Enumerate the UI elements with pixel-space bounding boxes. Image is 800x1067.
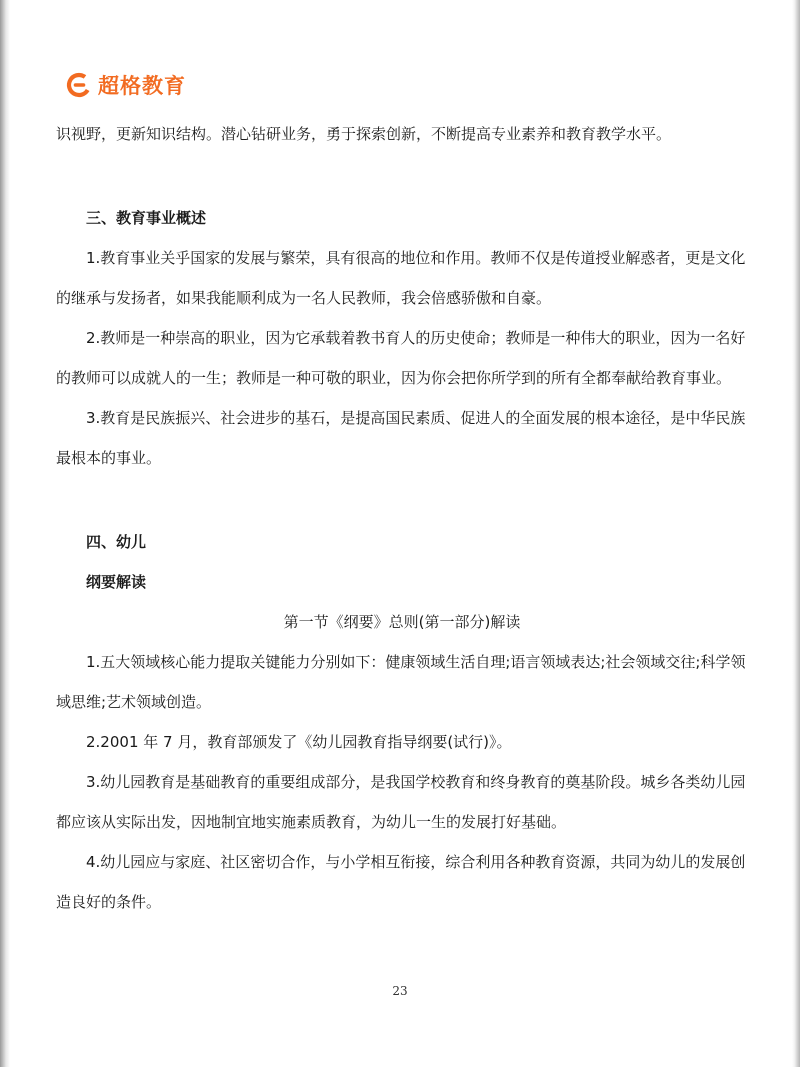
intro-paragraph: 识视野，更新知识结构。潜心钻研业务，勇于探索创新，不断提高专业素养和教育教学水平。 xyxy=(56,125,672,143)
page-left-shadow xyxy=(0,0,10,1067)
section-4-paragraph-1: 1.五大领域核心能力提取关键能力分别如下：健康领域生活自理;语言领域表达;社会领域交往;科学领域思维;艺术领域创造。 xyxy=(56,653,746,711)
section-4-paragraph-4: 4.幼儿园应与家庭、社区密切合作，与小学相互衔接，综合利用各种教育资源，共同为幼儿的发展创造良好的条件。 xyxy=(56,853,746,911)
section-3-paragraph-1: 1.教育事业关乎国家的发展与繁荣，具有很高的地位和作用。教师不仅是传道授业解惑者，更是文化的继承与发扬者，如果我能顺利成为一名人民教师，我会倍感骄傲和自豪。 xyxy=(56,249,746,307)
brand-logo xyxy=(66,70,186,100)
brand-name: 超格教育 xyxy=(98,74,186,98)
page-number: 23 xyxy=(392,984,408,998)
section-4-paragraph-2: 2.2001 年 7 月，教育部颁发了《幼儿园教育指导纲要(试行)》。 xyxy=(86,733,512,751)
section-3-paragraph-2: 2.教师是一种崇高的职业，因为它承载着教书育人的历史使命；教师是一种伟大的职业，因为一名好的教师可以成就人的一生；教师是一种可敬的职业，因为你会把你所学到的所有全都奉献给教育事业。 xyxy=(56,329,746,387)
section-4-subheading: 纲要解读 xyxy=(86,573,147,591)
page-right-shadow xyxy=(792,0,800,1067)
brand-c-icon xyxy=(66,72,92,98)
document-body xyxy=(56,114,748,922)
section-4-title: 第一节《纲要》总则(第一部分)解读 xyxy=(283,613,521,631)
section-4-paragraph-3: 3.幼儿园教育是基础教育的重要组成部分，是我国学校教育和终身教育的奠基阶段。城乡各类幼儿园都应该从实际出发，因地制宜地实施素质教育，为幼儿一生的发展打好基础。 xyxy=(56,773,746,831)
section-3-heading: 三、教育事业概述 xyxy=(86,209,207,227)
section-4-heading: 四、幼儿 xyxy=(86,533,147,551)
section-3-paragraph-3: 3.教育是民族振兴、社会进步的基石，是提高国民素质、促进人的全面发展的根本途径，是中华民族最根本的事业。 xyxy=(56,409,746,467)
